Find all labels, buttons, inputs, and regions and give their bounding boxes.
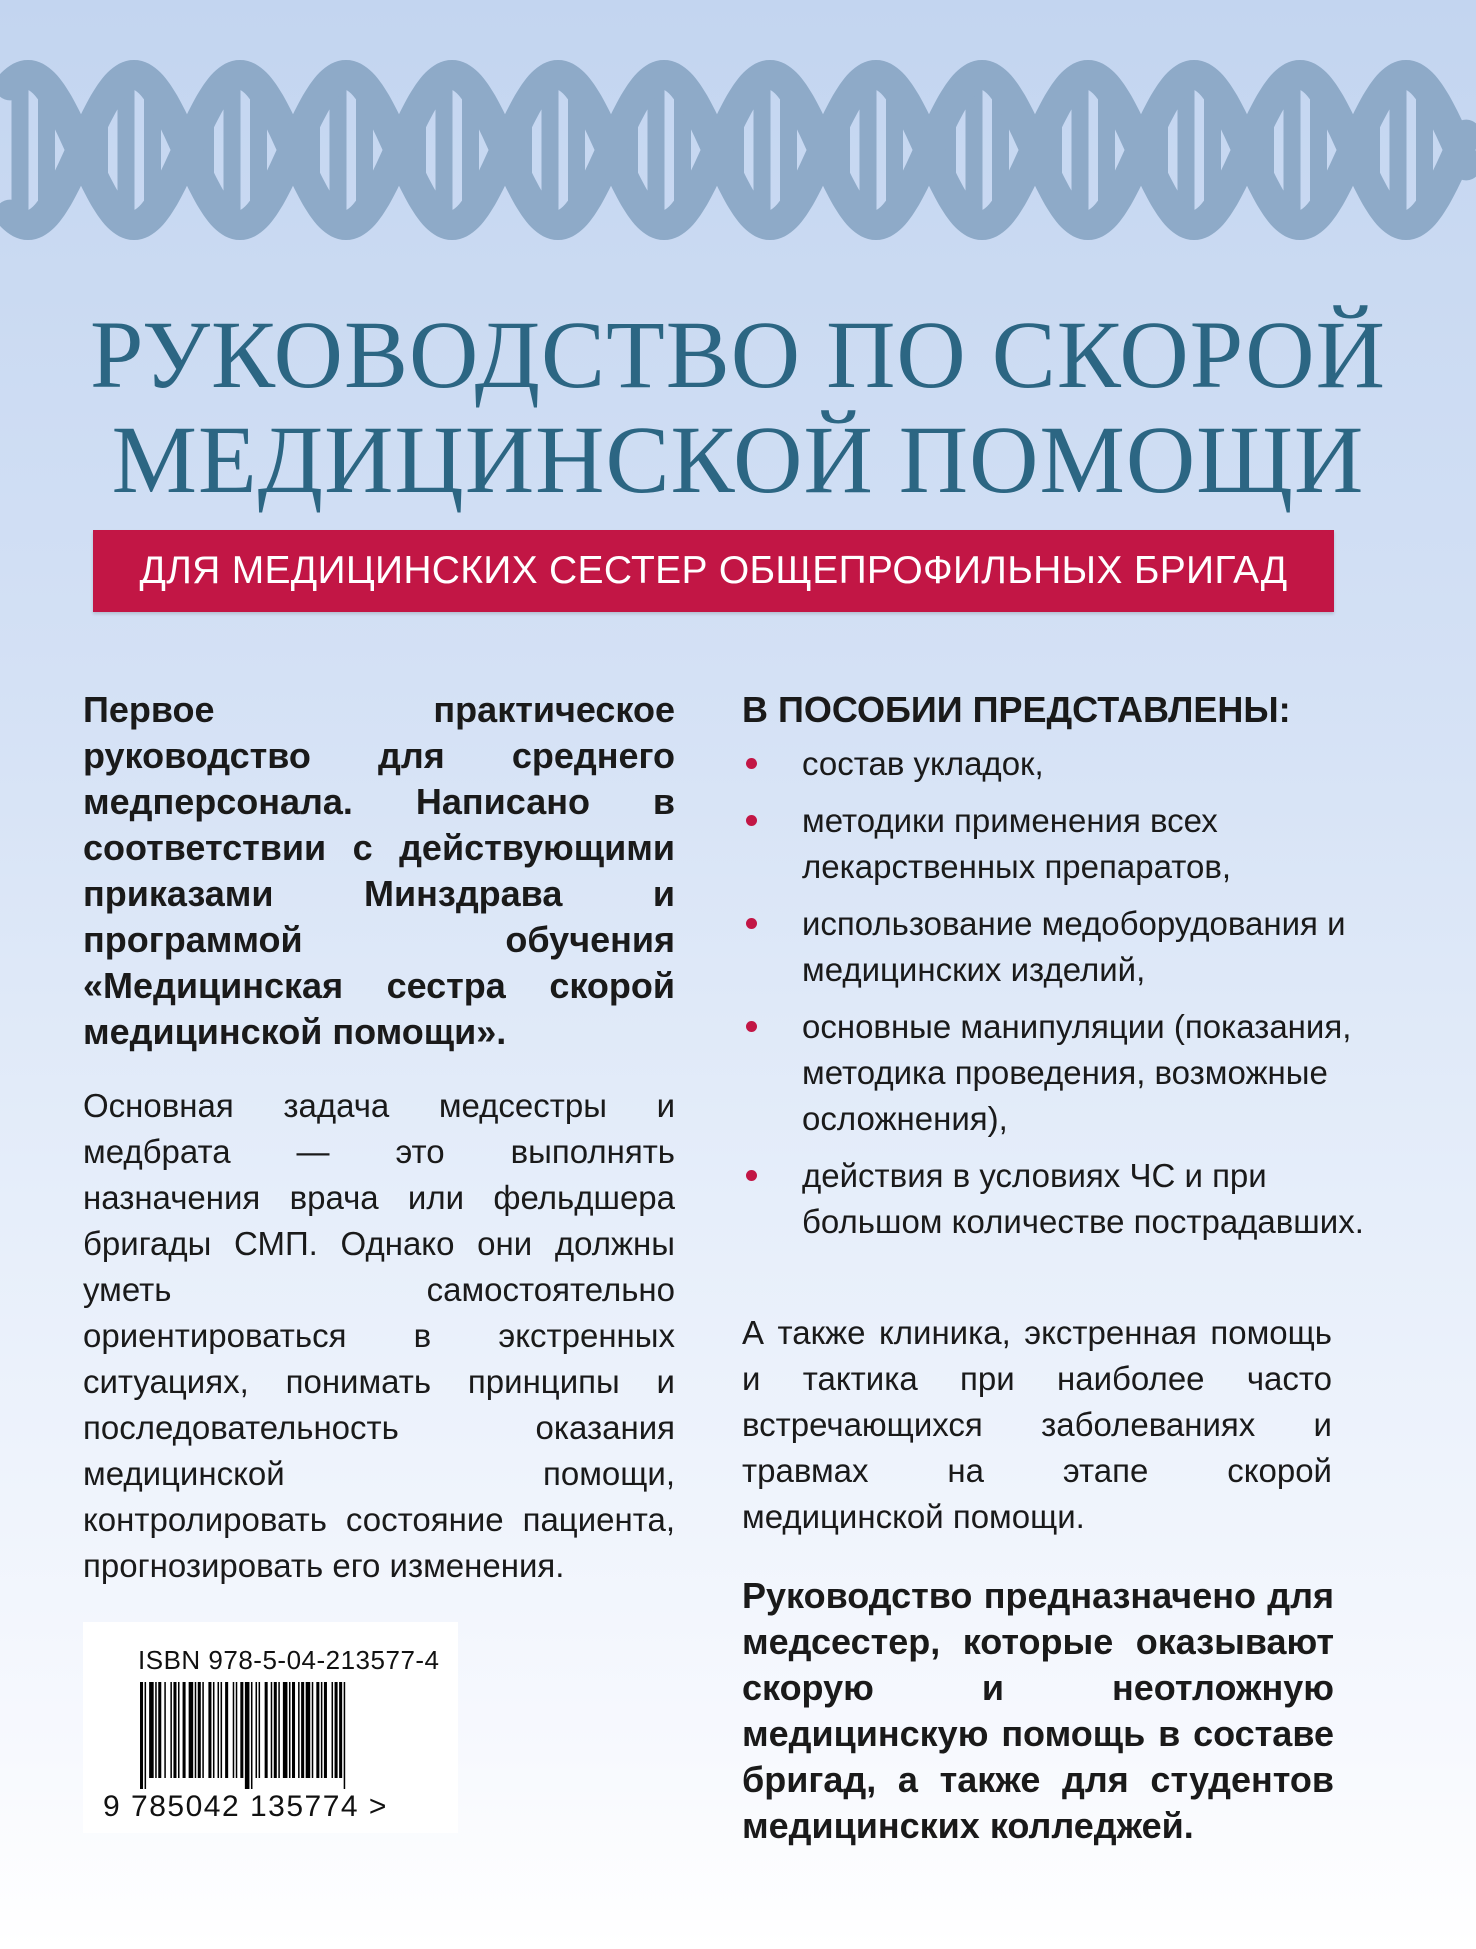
barcode-bar (155, 1682, 157, 1778)
barcode-bar (274, 1682, 277, 1778)
bullet-icon (746, 1021, 757, 1032)
barcode-bar (298, 1682, 300, 1778)
barcode-bar (332, 1682, 334, 1778)
barcode-block (83, 1622, 458, 1833)
barcode-bar (259, 1682, 261, 1778)
barcode-bar (344, 1682, 346, 1789)
bullet-icon (746, 758, 757, 769)
isbn-label: ISBN 978-5-04-213577-4 (138, 1645, 440, 1675)
barcode-bar (245, 1682, 250, 1789)
list-item (740, 741, 1390, 787)
barcode-bar (233, 1682, 235, 1778)
barcode-bar (221, 1682, 223, 1778)
barcode-bar (339, 1682, 342, 1778)
bullet-icon (746, 1170, 757, 1181)
book-title-line-2: МЕДИЦИНСКОЙ ПОМОЩИ (111, 406, 1365, 513)
barcode-bar (335, 1682, 338, 1778)
barcode-bar (256, 1682, 258, 1778)
barcode-bar (158, 1682, 161, 1778)
barcode-bar (145, 1682, 147, 1789)
subtitle-banner: ДЛЯ МЕДИЦИНСКИХ СЕСТЕР ОБЩЕПРОФИЛЬНЫХ БРИГАД (93, 530, 1334, 612)
barcode-bar (283, 1682, 288, 1778)
list-item (740, 1004, 1390, 1142)
book-title-line-1: РУКОВОДСТВО ПО СКОРОЙ (90, 301, 1386, 408)
bullet-icon (746, 815, 757, 826)
barcode-bar (170, 1682, 172, 1778)
barcode-digits: 9 785042 135774 > (103, 1790, 388, 1823)
list-item (740, 798, 1390, 890)
barcode-bar (164, 1682, 166, 1778)
barcode-bar (292, 1682, 295, 1778)
barcode-bar (321, 1682, 323, 1778)
barcode-bar (301, 1682, 304, 1778)
task-paragraph: Основная задача медсестры и медбрата — это выполнять назначения врача или фельдшера бригады СМП. Однако они должны уметь самостоятельно ориентироваться в экстренных ситуациях, понимать принципы и последовательность оказания медицинской помощи, контролировать состояние пациента, прогнозировать его изменения. (83, 1087, 675, 1584)
list-item (740, 901, 1390, 993)
barcode-bar (189, 1682, 194, 1778)
barcode-bar (195, 1682, 197, 1778)
barcode-bar (208, 1682, 211, 1778)
barcode-bar (251, 1682, 253, 1789)
barcode-bar (240, 1682, 243, 1778)
barcode-bar (173, 1682, 176, 1778)
barcode-bar (324, 1682, 327, 1778)
barcode-bar (278, 1682, 280, 1778)
contents-list (740, 741, 1390, 1256)
barcode-bar (236, 1682, 238, 1778)
barcode-bar (265, 1682, 268, 1778)
bullet-icon (746, 918, 757, 929)
barcode-bar (149, 1682, 154, 1778)
list-item-text: методики применения всех лекарственных препаратов, (802, 802, 1232, 885)
barcode-bar (178, 1682, 180, 1778)
intro-paragraph: Первое практическое руководство для среднего медперсонала. Написано в соответствии с действующими приказами Минздрава и программой обучения «Медицинская сестра скорой медицинской помощи». (83, 689, 675, 1052)
purpose-paragraph: Руководство предназначено для медсестер, которые оказывают скорую и неотложную медицинскую помощь в составе бригад, а также для студентов медицинских колледжей. (742, 1575, 1334, 1846)
barcode-bar (271, 1682, 273, 1778)
barcode-bar (306, 1682, 311, 1778)
list-item (740, 1153, 1390, 1245)
barcode-bar (140, 1682, 143, 1789)
barcode-bar (316, 1682, 319, 1778)
list-item-text: состав укладок, (802, 745, 1044, 782)
barcode-bar (198, 1682, 201, 1778)
barcode-icon (138, 1682, 423, 1789)
contents-heading: В ПОСОБИИ ПРЕДСТАВЛЕНЫ: (742, 689, 1291, 730)
also-paragraph: А также клиника, экстренная помощь и тактика при наиболее часто встречающихся заболеваниях и травмах на этапе скорой медицинской помощи. (742, 1314, 1332, 1535)
list-item-text: основные манипуляции (показания, методика проведения, возможные осложнения), (802, 1008, 1352, 1137)
barcode-bar (289, 1682, 291, 1778)
barcode-bar (183, 1682, 186, 1778)
barcode-bar (218, 1682, 220, 1778)
list-item-text: действия в условиях ЧС и при большом количестве пострадавших. (802, 1157, 1364, 1240)
barcode-bar (312, 1682, 314, 1778)
list-item-text: использование медоборудования и медицинских изделий, (802, 905, 1346, 988)
dna-helix-icon (0, 55, 1476, 245)
barcode-bar (213, 1682, 215, 1778)
barcode-bar (202, 1682, 204, 1778)
barcode-bar (225, 1682, 228, 1778)
